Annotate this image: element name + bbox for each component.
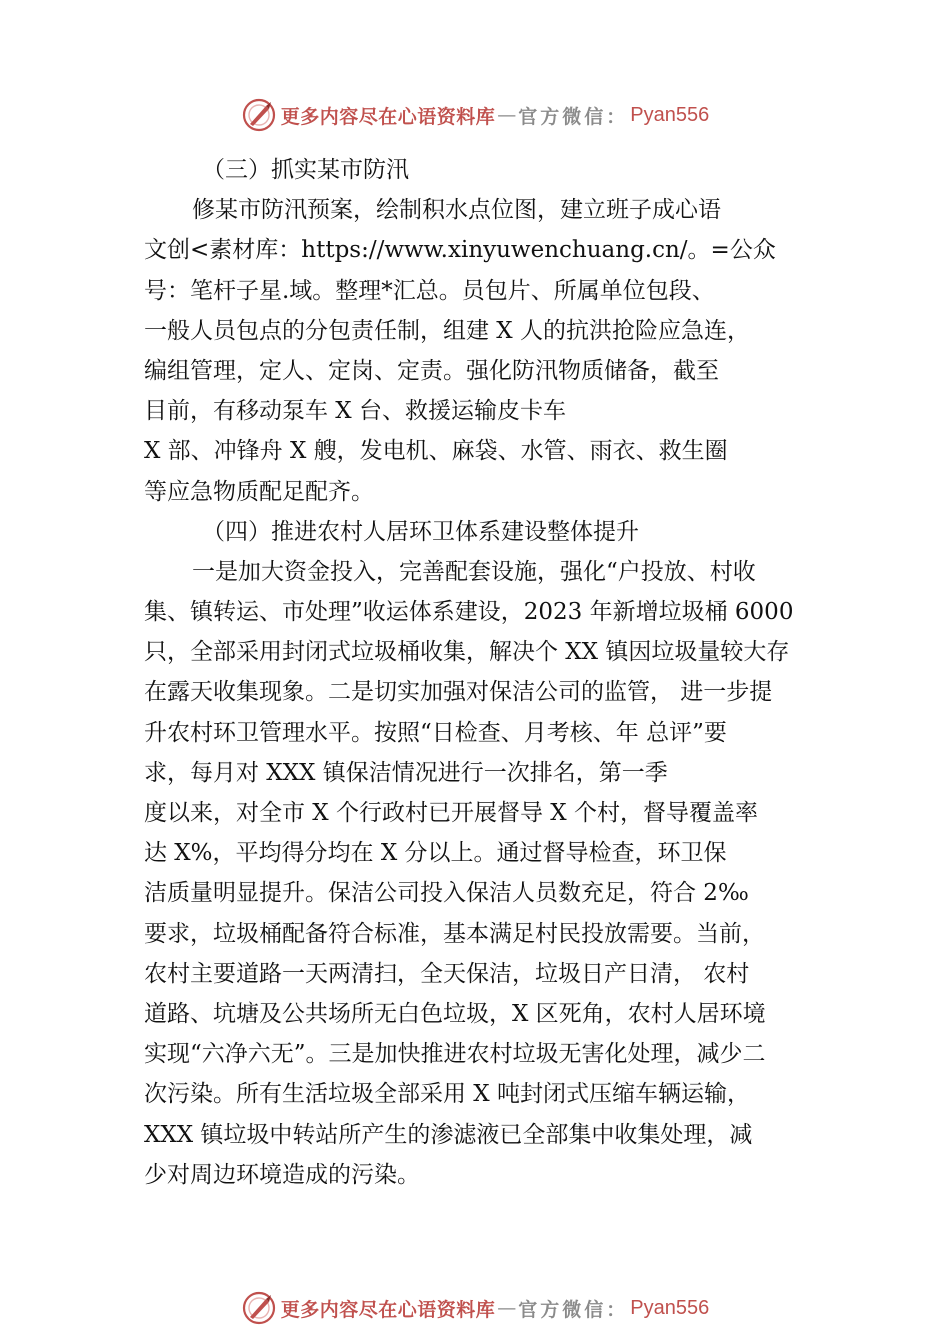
section-heading: （三）抓实某市防汛 bbox=[202, 157, 409, 183]
paragraph-line: 只，全部采用封闭式垃圾桶收集，解决个 XX 镇因垃圾量较大存 bbox=[144, 639, 790, 666]
paragraph-line: 次污染。所有生活垃圾全部采用 X 吨封闭式压缩车辆运输， bbox=[144, 1081, 750, 1108]
watermark-wechat-id: Pyan556 bbox=[630, 103, 710, 126]
paragraph-line: 农村主要道路一天两清扫，全天保洁，垃圾日产日清， 农村 bbox=[144, 960, 750, 987]
paragraph-line: 号：笔杆子星.域。整理*汇总。员包片、所属单位包段、 bbox=[144, 277, 715, 304]
paragraph-line: 要求，垃圾桶配备符合标准，基本满足村民投放需要。当前， bbox=[144, 920, 765, 947]
paragraph-line: 目前，有移动泵车 X 台、救援运输皮卡车 bbox=[144, 398, 566, 425]
section-heading: （四）推进农村人居环卫体系建设整体提升 bbox=[202, 518, 639, 545]
quill-pen-logo-icon bbox=[241, 1290, 277, 1326]
paragraph-line: 少对周边环境造成的污染。 bbox=[144, 1161, 420, 1188]
paragraph-line: 文创<素材库：https://www.xinyuwenchuang.cn/。=公众 bbox=[144, 237, 776, 264]
paragraph-line: 求，每月对 XXX 镇保洁情况进行一次排名，第一季 bbox=[144, 759, 668, 786]
paragraph-line: 达 X%，平均得分均在 X 分以上。通过督导检查，环卫保 bbox=[144, 840, 727, 867]
watermark-wechat-id: Pyan556 bbox=[630, 1296, 710, 1319]
watermark-wechat-label: 官方微信： bbox=[518, 105, 629, 128]
watermark-dash: — bbox=[497, 1297, 517, 1319]
paragraph-line: XXX 镇垃圾中转站所产生的渗滤液已全部集中收集处理，减 bbox=[144, 1121, 753, 1148]
watermark-main-text: 更多内容尽在心语资料库 bbox=[280, 105, 496, 128]
paragraph-line: 编组管理，定人、定岗、定责。强化防汛物质储备，截至 bbox=[144, 357, 719, 384]
paragraph-line: 升农村环卫管理水平。按照“日检查、月考核、年 总评”要 bbox=[144, 719, 727, 746]
paragraph-line: 实现“六净六无”。三是加快推进农村垃圾无害化处理，减少二 bbox=[144, 1041, 766, 1068]
paragraph-line: 集、镇转运、市处理”收运体系建设，2023 年新增垃圾桶 6000 bbox=[144, 599, 794, 626]
paragraph-line: 修某市防汛预案，绘制积水点位图，建立班子成心语 bbox=[192, 197, 721, 224]
paragraph-line: 等应急物质配足配齐。 bbox=[144, 478, 374, 505]
header-watermark bbox=[0, 93, 950, 137]
document-body bbox=[144, 150, 844, 1195]
watermark-main-text: 更多内容尽在心语资料库 bbox=[280, 1298, 496, 1321]
paragraph-line: X 部、冲锋舟 X 艘，发电机、麻袋、水管、雨衣、救生圈 bbox=[144, 438, 728, 465]
paragraph-line: 度以来，对全市 X 个行政村已开展督导 X 个村，督导覆盖率 bbox=[144, 800, 758, 826]
paragraph-line: 一般人员包点的分包责任制，组建 X 人的抗洪抢险应急连， bbox=[144, 317, 750, 344]
paragraph-line: 一是加大资金投入，完善配套设施，强化“户投放、村收 bbox=[192, 558, 756, 585]
paragraph-line: 洁质量明显提升。保洁公司投入保洁人员数充足，符合 2‰ bbox=[144, 880, 749, 907]
quill-pen-logo-icon bbox=[241, 97, 277, 133]
watermark-wechat-label: 官方微信： bbox=[518, 1298, 629, 1321]
paragraph-line: 道路、坑塘及公共场所无白色垃圾，X 区死角，农村人居环境 bbox=[144, 1000, 766, 1027]
footer-watermark bbox=[0, 1286, 950, 1330]
paragraph-line: 在露天收集现象。二是切实加强对保洁公司的监管， 进一步提 bbox=[144, 679, 773, 706]
watermark-dash: — bbox=[497, 104, 517, 126]
